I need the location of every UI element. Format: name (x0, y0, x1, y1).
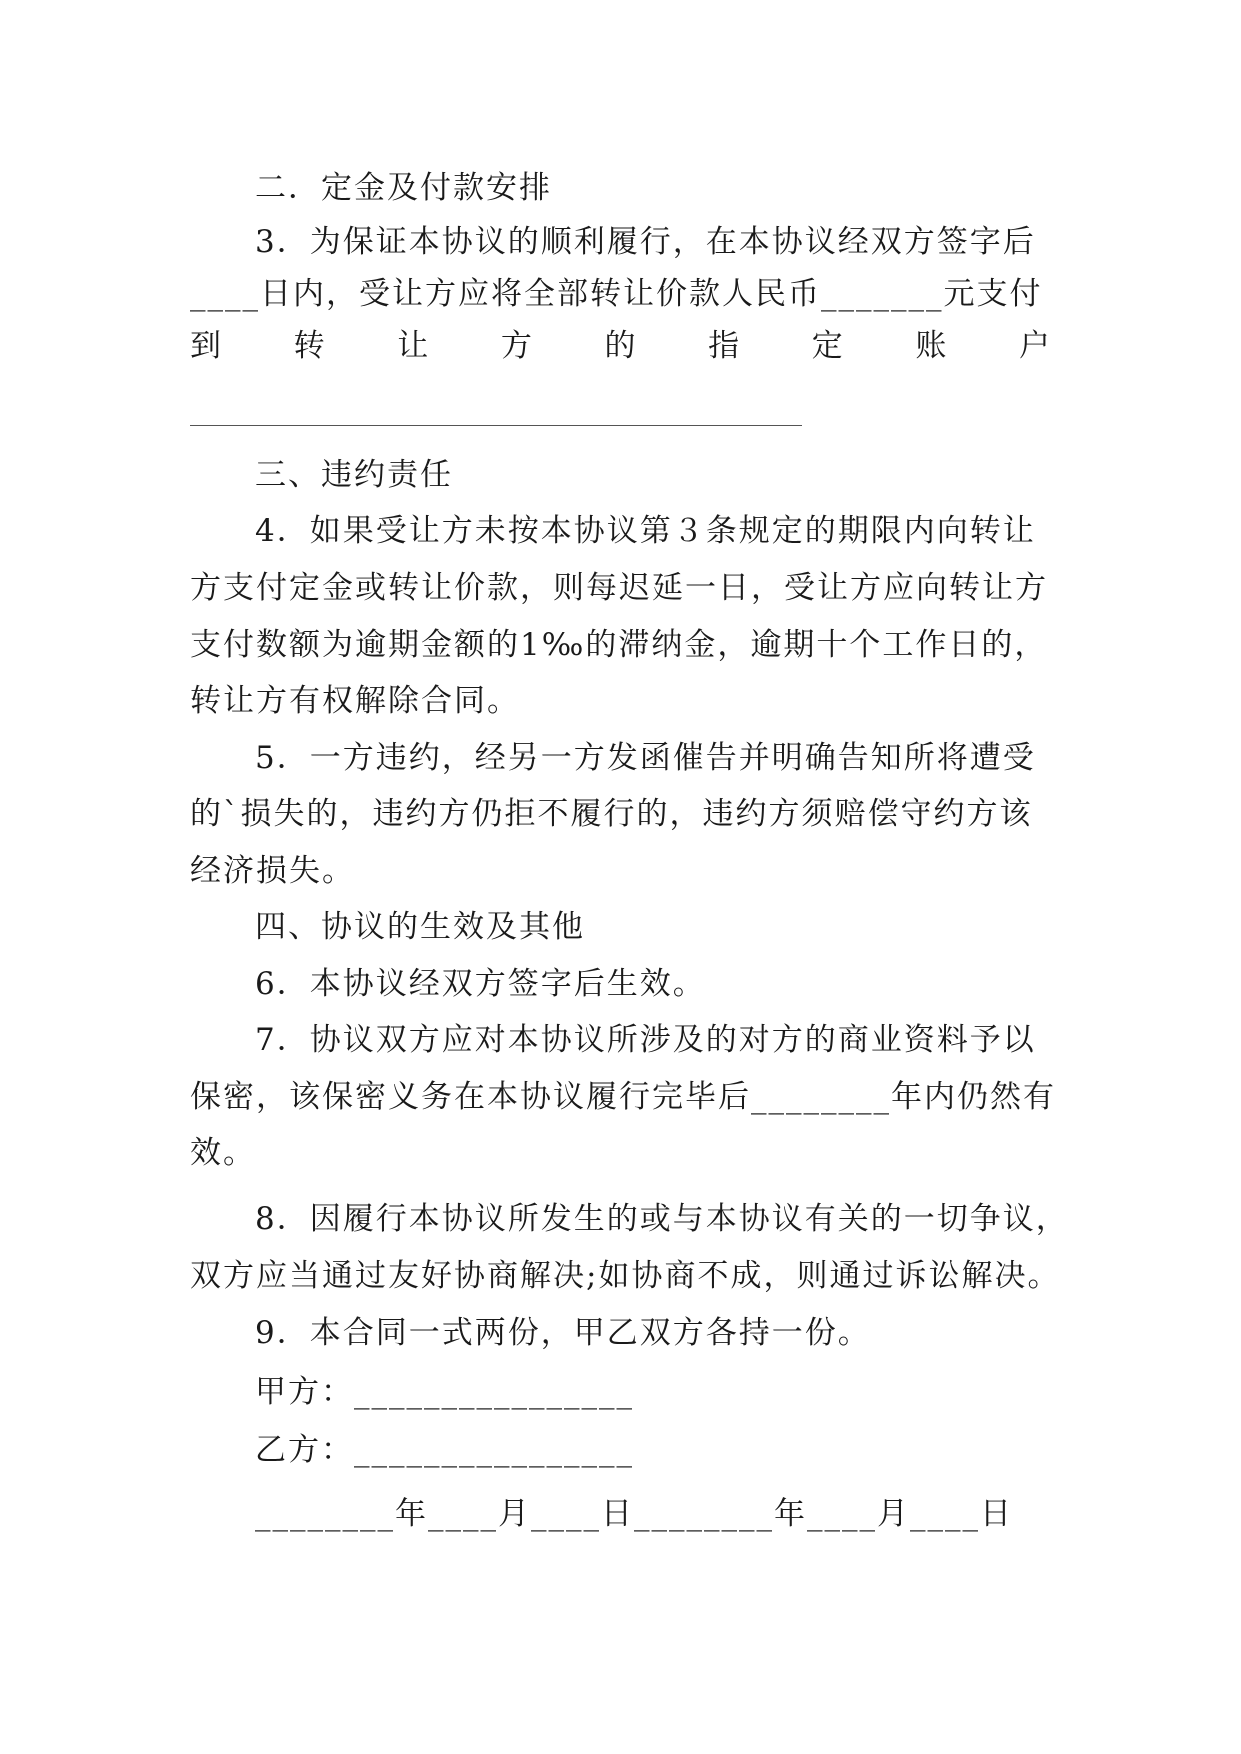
party-a-signature-line: 甲方：________________ (255, 1374, 634, 1410)
clause-4-line-2: 方支付定金或转让价款，则每迟延一日，受让方应向转让方 (190, 570, 1048, 606)
clause-7-line-3: 效。 (190, 1135, 256, 1171)
clause-4-line-1: 4．如果受让方未按本协议第３条规定的期限内向转让 (255, 513, 1036, 549)
clause-7-line-1: 7．协议双方应对本协议所涉及的对方的商业资料予以 (255, 1022, 1036, 1058)
date-line: ________年____月____日________年____月____日 (255, 1496, 1013, 1532)
clause-7-line-2: 保密，该保密义务在本协议履行完毕后________年内仍然有 (190, 1079, 1056, 1115)
party-b-signature-line: 乙方：________________ (255, 1432, 634, 1468)
clause-4-line-4: 转让方有权解除合同。 (190, 683, 520, 719)
account-blank-line (190, 425, 802, 426)
clause-5-line-2: 的`损失的，违约方仍拒不履行的，违约方须赔偿守约方该 (190, 796, 1033, 832)
clause-9: 9．本合同一式两份，甲乙双方各持一份。 (255, 1315, 871, 1351)
spread-char: 户 (1019, 328, 1050, 364)
spread-char: 让 (397, 328, 429, 364)
spread-char: 账 (915, 328, 947, 364)
clause-4-line-3: 支付数额为逾期金额的1‰的滞纳金，逾期十个工作日的， (190, 627, 1048, 663)
section-heading-effect: 四、协议的生效及其他 (255, 909, 585, 945)
spread-char: 方 (500, 328, 532, 364)
clause-3-line-3 (190, 326, 1050, 366)
clause-5-line-1: 5．一方违约，经另一方发函催告并明确告知所将遭受 (255, 740, 1036, 776)
spread-char: 定 (811, 328, 843, 364)
spread-char: 的 (604, 328, 636, 364)
section-heading-liability: 三、违约责任 (255, 457, 453, 493)
clause-8-line-1: 8．因履行本协议所发生的或与本协议有关的一切争议， (255, 1201, 1069, 1237)
spread-char: 转 (293, 328, 325, 364)
section-heading-deposit: 二．定金及付款安排 (255, 170, 552, 206)
clause-3-line-2: ____日内，受让方应将全部转让价款人民币_______元支付 (190, 276, 1043, 312)
clause-5-line-3: 经济损失。 (190, 853, 355, 889)
clause-3-line-1: 3．为保证本协议的顺利履行，在本协议经双方签字后 (255, 224, 1036, 260)
clause-6: 6．本协议经双方签字后生效。 (255, 966, 706, 1002)
spread-char: 到 (190, 328, 221, 364)
clause-8-line-2: 双方应当通过友好协商解决;如协商不成，则通过诉讼解决。 (190, 1258, 1061, 1294)
spread-char: 指 (708, 328, 740, 364)
